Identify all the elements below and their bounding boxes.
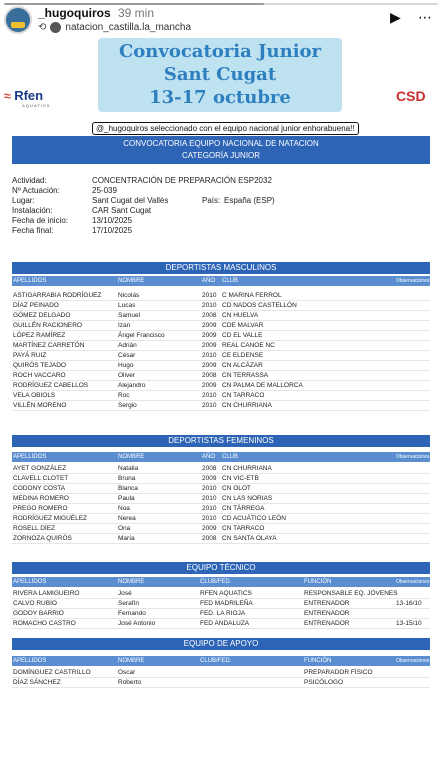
section-title-masculinos: DEPORTISTAS MASCULINOS <box>12 262 430 274</box>
table-row: DOMÍNGUEZ CASTRILLO Oscar PREPARADOR FÍSICO <box>12 668 430 678</box>
overlay-title-line1: Convocatoria Junior <box>118 41 322 62</box>
table-row: RIVERA LAMIGUEIRO José RFEN AQUATICS RESPONSABLE EQ. JÓVENES <box>12 589 430 599</box>
table-row: GÓMEZ DELGADO Samuel 2008 CN HUELVA <box>12 311 430 321</box>
table-row: ROMACHO CASTRO José Antonio FED ANDALUZA ENTRENADOR 13-15/10 <box>12 619 430 629</box>
section-title-apoyo: EQUIPO DE APOYO <box>12 638 430 650</box>
mention-sticker[interactable]: @_hugoquiros seleccionado con el equipo nacional junior enhorabuena!! <box>92 122 359 135</box>
table-row: ROCH VACCARO Oliver 2008 CN TERRASSA <box>12 371 430 381</box>
table-row: ZORNOZA QUIRÓS María 2008 CN SANTA OLAYA <box>12 534 430 544</box>
story-username[interactable]: _hugoquiros <box>38 6 111 20</box>
document-image <box>0 80 442 720</box>
rfen-logo: ≈ Rfen AQUATICS <box>4 88 51 108</box>
overlay-title-line3: 13-17 octubre <box>149 87 291 108</box>
column-headers-masculinos: APELLIDOS NOMBRE AÑO CLUB Observaciones <box>13 278 430 284</box>
table-femeninos <box>12 464 430 544</box>
table-row: CALVO RUBIO Serafín FED MADRILEÑA ENTRENADOR 13-16/10 <box>12 599 430 609</box>
table-row: GUILLÉN RACIONERO Izan 2009 CDE MALVAR <box>12 321 430 331</box>
story-progress-fill <box>4 3 264 5</box>
play-icon[interactable]: ▶ <box>390 9 401 25</box>
table-row: QUIRÓS TEJADO Hugo 2009 CN ALCÁZAR <box>12 361 430 371</box>
table-row: DÍAZ SÁNCHEZ Roberto PSICÓLOGO <box>12 678 430 688</box>
table-row: CODONY COSTA Blanca 2010 CN OLOT <box>12 484 430 494</box>
overlay-title-line2: Sant Cugat <box>163 64 277 85</box>
table-row: VELA OBIOLS Roc 2010 CN TARRACO <box>12 391 430 401</box>
table-apoyo <box>12 668 430 688</box>
repost-avatar <box>50 22 61 33</box>
table-row: MEDINA ROMERO Paula 2010 CN LAS NORIAS <box>12 494 430 504</box>
table-row: LÓPEZ RAMÍREZ Ángel Francisco 2009 CD EL VALLE <box>12 331 430 341</box>
column-headers-apoyo: APELLIDOS NOMBRE CLUB/FED. FUNCIÓN Observaciones <box>13 658 430 664</box>
story-footer <box>0 720 442 768</box>
column-headers-tecnico: APELLIDOS NOMBRE CLUB/FED. FUNCIÓN Observaciones <box>13 579 430 585</box>
table-row: RODRÍGUEZ MIGUÉLEZ Nerea 2010 CD ACUÁTICO LEÓN <box>12 514 430 524</box>
repost-username[interactable]: natacion_castilla.la_mancha <box>65 22 192 33</box>
repost-icon: ⟲ <box>38 22 47 33</box>
story-progress-bar <box>4 3 438 5</box>
story-time: 39 min <box>118 6 155 20</box>
more-icon[interactable]: ⋯ <box>418 9 432 25</box>
table-row: DÍAZ PEINADO Lucas 2010 CD NADOS CASTELLÓN <box>12 301 430 311</box>
table-row: CLAVELL CLOTET Bruna 2009 CN VIC-ETB <box>12 474 430 484</box>
avatar[interactable] <box>4 6 32 34</box>
section-title-femeninos: DEPORTISTAS FEMENINOS <box>12 435 430 447</box>
table-row: VILLÉN MORENO Sergio 2010 CN CHURRIANA <box>12 401 430 411</box>
table-row: GODOY BARRIO Fernando FED. LA RIOJA ENTRENADOR <box>12 609 430 619</box>
table-masculinos <box>12 291 430 411</box>
table-row: PREGO ROMERO Noa 2010 CN TÀRREGA <box>12 504 430 514</box>
section-title-tecnico: EQUIPO TÉCNICO <box>12 562 430 574</box>
table-row: ROSELL DÍEZ Ona 2009 CN TARRACO <box>12 524 430 534</box>
table-row: PAYÁ RUIZ César 2010 CE ELDENSE <box>12 351 430 361</box>
story-title-overlay <box>98 38 342 112</box>
table-row: RODRÍGUEZ CABELLOS Alejandro 2009 CN PALMA DE MALLORCA <box>12 381 430 391</box>
table-row: MARTÍNEZ CARRETÓN Adrián 2009 REAL CANOE NC <box>12 341 430 351</box>
table-row: ASTIGARRABIA RODRÍGUEZ Nicolás 2010 C MARINA FERROL <box>12 291 430 301</box>
table-tecnico <box>12 589 430 629</box>
repost-attribution[interactable] <box>38 22 191 33</box>
csd-logo: CSD <box>396 88 426 104</box>
column-headers-femeninos: APELLIDOS NOMBRE AÑO CLUB Observaciones <box>13 454 430 460</box>
activity-info: Actividad: CONCENTRACIÓN DE PREPARACIÓN ESP2032 Nº Actuación: 25-039 Lugar: Sant Cugat del Vallès País: España (ESP) Instalación: CAR Sant Cugat Fecha de inicio: 13/10/2025 Fecha final: 17/10/2025 <box>12 176 275 235</box>
table-row: AYET GONZÁLEZ Natalia 2008 CN CHURRIANA <box>12 464 430 474</box>
convocatoria-header: CONVOCATORIA EQUIPO NACIONAL DE NATACION CATEGORÍA JUNIOR <box>12 136 430 164</box>
